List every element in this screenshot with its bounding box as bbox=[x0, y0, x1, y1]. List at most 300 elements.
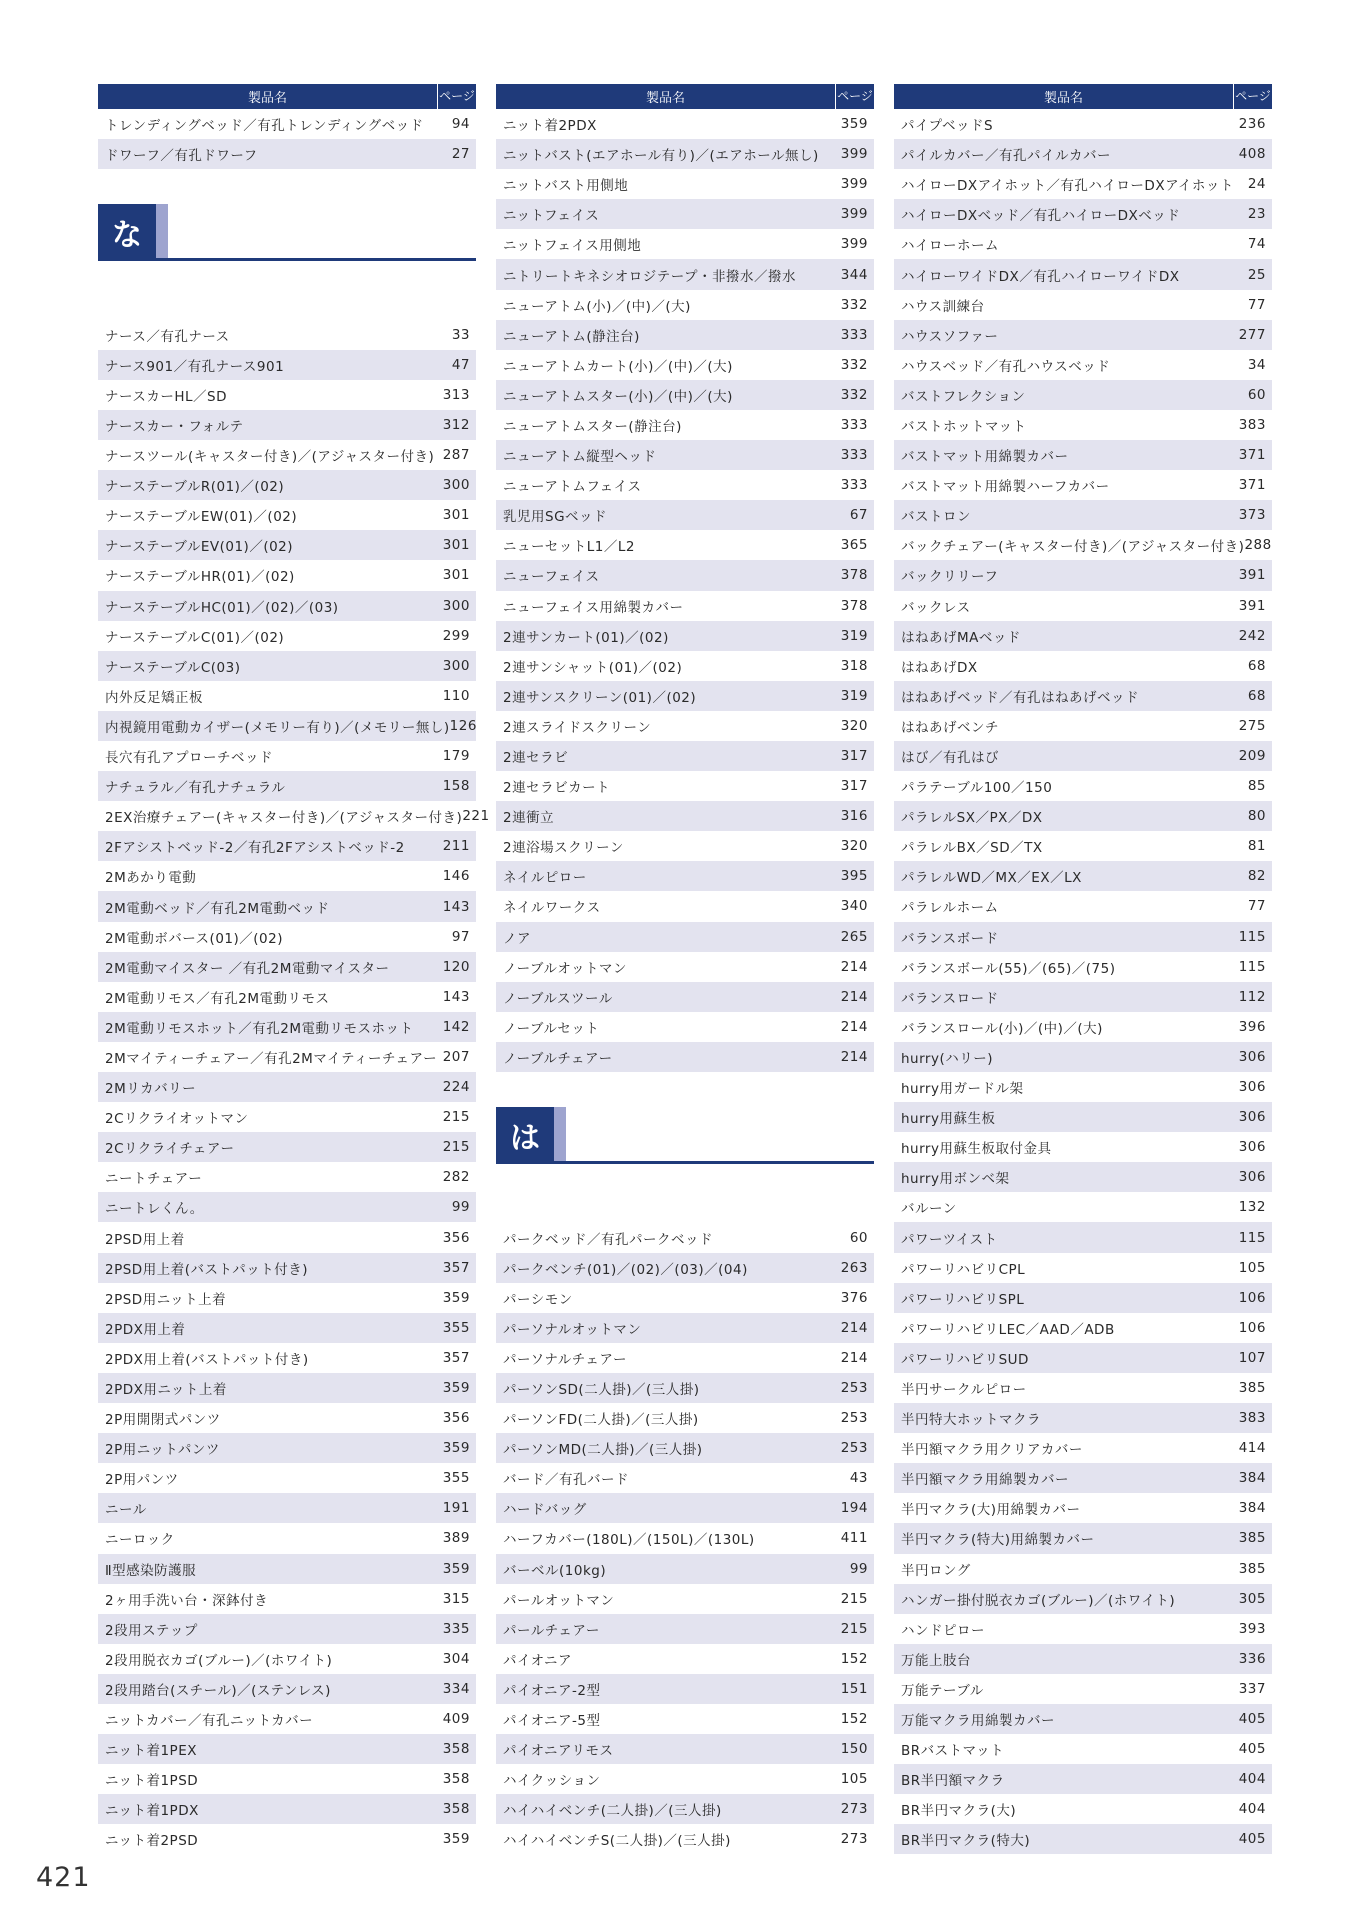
table-row bbox=[894, 1794, 1272, 1824]
table-row bbox=[894, 681, 1272, 711]
product-name: ニューアトムフェイス bbox=[503, 479, 642, 496]
page-ref: 306 bbox=[1238, 1109, 1266, 1126]
product-name: パワーリハビリLEC／AAD／ADB bbox=[901, 1321, 1115, 1338]
page-ref: 214 bbox=[840, 958, 868, 975]
table-row bbox=[894, 410, 1272, 440]
table-row bbox=[894, 1433, 1272, 1463]
product-name: バランスロード bbox=[901, 990, 999, 1007]
table-row bbox=[496, 229, 874, 259]
page-ref: 151 bbox=[840, 1680, 868, 1697]
product-name: ニットカバー／有孔ニットカバー bbox=[105, 1713, 314, 1730]
page-ref: 106 bbox=[1238, 1289, 1266, 1306]
page-ref: 300 bbox=[442, 597, 470, 614]
product-name: ハイローホーム bbox=[901, 238, 999, 255]
product-name: 内視鏡用電動カイザー(メモリー有り)／(メモリー無し) bbox=[105, 719, 450, 736]
product-name: ナーステーブルHC(01)／(02)／(03) bbox=[105, 599, 339, 616]
page-ref: 306 bbox=[1238, 1079, 1266, 1096]
table-row bbox=[496, 1373, 874, 1403]
page-ref: 143 bbox=[442, 988, 470, 1005]
page-ref: 273 bbox=[840, 1801, 868, 1818]
product-name: ニール bbox=[105, 1502, 147, 1519]
page-ref: 365 bbox=[840, 537, 868, 554]
product-name: パラレルSX／PX／DX bbox=[901, 810, 1043, 827]
product-name-header: 製品名 bbox=[645, 91, 685, 106]
product-name: パークベンチ(01)／(02)／(03)／(04) bbox=[503, 1261, 748, 1278]
page-ref: 320 bbox=[840, 838, 868, 855]
product-name: ニットフェイス bbox=[503, 208, 600, 225]
product-name: 2連セラビカート bbox=[503, 780, 611, 797]
page-ref: 371 bbox=[1238, 447, 1266, 464]
product-name: ナーステーブルEW(01)／(02) bbox=[105, 509, 298, 526]
page-ref: 115 bbox=[1238, 928, 1266, 945]
product-name: バックレス bbox=[901, 599, 971, 616]
table-row bbox=[98, 1523, 476, 1553]
page-ref: 316 bbox=[840, 808, 868, 825]
table-row bbox=[496, 1493, 874, 1523]
page-ref: 115 bbox=[1238, 1229, 1266, 1246]
page-ref: 376 bbox=[840, 1289, 868, 1306]
page-ref: 68 bbox=[1247, 657, 1266, 674]
page-ref: 306 bbox=[1238, 1169, 1266, 1186]
table-row bbox=[496, 169, 874, 199]
product-name: BRバストマット bbox=[901, 1743, 1005, 1760]
product-name: 2PDX用上着 bbox=[105, 1321, 186, 1338]
page-ref: 385 bbox=[1238, 1560, 1266, 1577]
product-name: パークベッド／有孔パークベッド bbox=[503, 1231, 713, 1248]
product-name: ハンガー掛付脱衣カゴ(ブルー)／(ホワイト) bbox=[901, 1592, 1176, 1609]
product-name: バーベル(10kg) bbox=[503, 1562, 607, 1579]
page-ref: 373 bbox=[1238, 507, 1266, 524]
page-ref: 47 bbox=[451, 356, 470, 373]
product-name: ナーステーブルEV(01)／(02) bbox=[105, 539, 294, 556]
page-ref: 214 bbox=[840, 1349, 868, 1366]
page-ref: 385 bbox=[1238, 1530, 1266, 1547]
table-row bbox=[894, 801, 1272, 831]
table-row bbox=[894, 651, 1272, 681]
table-row bbox=[496, 1704, 874, 1734]
page-ref: 288 bbox=[1244, 537, 1272, 554]
product-name: パイオニアリモス bbox=[503, 1743, 614, 1760]
table-row bbox=[98, 1192, 476, 1222]
table-row bbox=[894, 380, 1272, 410]
table-row bbox=[98, 741, 476, 771]
page-ref: 306 bbox=[1238, 1048, 1266, 1065]
product-name: ハーフカバー(180L)／(150L)／(130L) bbox=[503, 1532, 755, 1549]
product-name: 万能マクラ用綿製カバー bbox=[901, 1713, 1055, 1730]
page-ref: 399 bbox=[840, 176, 868, 193]
index-column-body bbox=[496, 109, 874, 1854]
product-name: ハイローDXベッド／有孔ハイローDXベッド bbox=[901, 208, 1181, 225]
product-name: バストフレクション bbox=[901, 388, 1026, 405]
table-row bbox=[496, 1433, 874, 1463]
page-ref: 107 bbox=[1238, 1349, 1266, 1366]
table-row bbox=[98, 1614, 476, 1644]
table-row bbox=[496, 1463, 874, 1493]
table-row bbox=[894, 1283, 1272, 1313]
product-name: バストマット用綿製カバー bbox=[901, 449, 1069, 466]
page-ref: 333 bbox=[840, 416, 868, 433]
product-name: Ⅱ型感染防護服 bbox=[105, 1562, 197, 1579]
product-name: ノーブルチェアー bbox=[503, 1050, 613, 1067]
table-row bbox=[98, 410, 476, 440]
index-column-body bbox=[894, 109, 1272, 1854]
page-ref: 115 bbox=[1238, 958, 1266, 975]
table-row bbox=[496, 1343, 874, 1373]
table-row bbox=[894, 1072, 1272, 1102]
page-ref: 312 bbox=[442, 417, 470, 433]
index-column-body bbox=[98, 109, 490, 1854]
table-row bbox=[496, 350, 874, 380]
table-row bbox=[98, 380, 476, 410]
table-row bbox=[496, 440, 874, 470]
table-row bbox=[496, 922, 874, 952]
product-name: はねあげベッド／有孔はねあげベッド bbox=[901, 689, 1139, 706]
product-name: 2連サンカート(01)／(02) bbox=[503, 629, 669, 646]
table-row bbox=[894, 1463, 1272, 1493]
section-heading bbox=[98, 199, 476, 289]
product-name: ニーロック bbox=[105, 1532, 175, 1549]
table-row bbox=[496, 1253, 874, 1283]
page-ref: 378 bbox=[840, 567, 868, 584]
product-name: ニューアトム縦型ヘッド bbox=[503, 449, 657, 466]
page-ref: 253 bbox=[840, 1410, 868, 1427]
page-ref: 333 bbox=[840, 447, 868, 464]
product-name: 2EX治療チェアー(キャスター付き)／(アジャスター付き) bbox=[105, 810, 463, 827]
product-name: ナーステーブルHR(01)／(02) bbox=[105, 569, 295, 586]
page-ref: 132 bbox=[1238, 1199, 1266, 1216]
page-ref: 207 bbox=[442, 1048, 470, 1065]
table-row bbox=[894, 199, 1272, 229]
product-name: 2段用脱衣カゴ(ブルー)／(ホワイト) bbox=[105, 1652, 333, 1669]
product-name: はび／有孔はび bbox=[901, 750, 999, 767]
table-row bbox=[98, 1283, 476, 1313]
product-name: パーソナルオットマン bbox=[503, 1321, 642, 1338]
table-row bbox=[98, 500, 476, 530]
product-name: 乳児用SGベッド bbox=[503, 509, 608, 526]
section-letter-badge: な bbox=[98, 204, 156, 260]
page-ref: 60 bbox=[849, 1229, 868, 1246]
table-row bbox=[496, 500, 874, 530]
table-row bbox=[496, 982, 874, 1012]
page-ref: 43 bbox=[849, 1470, 868, 1487]
product-name: パーソンFD(二人掛)／(三人掛) bbox=[503, 1412, 699, 1429]
page-ref: 404 bbox=[1238, 1771, 1266, 1788]
product-name: ニューアトムスター(静注台) bbox=[503, 418, 682, 435]
table-row bbox=[894, 1132, 1272, 1162]
page-ref: 409 bbox=[442, 1711, 470, 1728]
product-name: トレンディングベッド／有孔トレンディングベッド bbox=[105, 118, 424, 135]
page-ref: 335 bbox=[442, 1620, 470, 1637]
page-ref: 378 bbox=[840, 597, 868, 614]
page-ref: 356 bbox=[442, 1229, 470, 1246]
page-ref: 214 bbox=[840, 1048, 868, 1065]
table-row bbox=[98, 1734, 476, 1764]
table-row bbox=[496, 1614, 874, 1644]
product-name: パイオニア-2型 bbox=[503, 1682, 601, 1699]
page-ref: 214 bbox=[840, 1319, 868, 1336]
page-ref: 384 bbox=[1238, 1500, 1266, 1517]
product-name: ネイルワークス bbox=[503, 900, 601, 917]
table-row bbox=[894, 891, 1272, 921]
table-row bbox=[496, 1644, 874, 1674]
page-ref: 313 bbox=[442, 386, 470, 403]
table-row bbox=[98, 1132, 476, 1162]
page-ref: 80 bbox=[1247, 808, 1266, 825]
table-row bbox=[98, 1222, 476, 1252]
page-ref: 340 bbox=[840, 898, 868, 915]
product-name-header: 製品名 bbox=[247, 91, 287, 106]
page-ref: 265 bbox=[840, 928, 868, 945]
product-name: 2M電動ボバース(01)／(02) bbox=[105, 930, 283, 947]
index-column-3 bbox=[894, 84, 1272, 1854]
page-ref: 221 bbox=[462, 808, 490, 825]
product-name: ニット着2PDX bbox=[503, 118, 597, 135]
table-row bbox=[98, 621, 476, 651]
table-row bbox=[98, 530, 476, 560]
table-row bbox=[894, 1824, 1272, 1854]
product-name: バストホットマット bbox=[901, 418, 1027, 435]
table-row bbox=[894, 952, 1272, 982]
table-row bbox=[894, 1012, 1272, 1042]
table-row bbox=[496, 681, 874, 711]
table-row bbox=[894, 591, 1272, 621]
table-row bbox=[894, 1614, 1272, 1644]
table-row bbox=[894, 922, 1272, 952]
page-ref: 336 bbox=[1238, 1650, 1266, 1667]
product-name: バルーン bbox=[901, 1201, 957, 1218]
product-name: バックチェアー(キャスター付き)／(アジャスター付き) bbox=[901, 539, 1245, 556]
page-ref: 405 bbox=[1238, 1741, 1266, 1758]
product-name: ハイハイベンチS(二人掛)／(三人掛) bbox=[503, 1833, 731, 1850]
page-ref: 371 bbox=[1238, 477, 1266, 494]
page-ref: 68 bbox=[1247, 687, 1266, 704]
page-ref: 33 bbox=[451, 326, 470, 343]
product-name: 2連サンスクリーン(01)／(02) bbox=[503, 689, 697, 706]
product-name: バランスボード bbox=[901, 930, 999, 947]
product-name: ニートチェアー bbox=[105, 1171, 203, 1188]
page-number: 421 bbox=[36, 1862, 91, 1893]
product-name: ネイルピロー bbox=[503, 870, 587, 887]
product-name: バランスロール(小)／(中)／(大) bbox=[901, 1020, 1103, 1037]
table-row bbox=[894, 1403, 1272, 1433]
page-ref: 23 bbox=[1247, 206, 1266, 223]
product-name: 2M電動リモス／有孔2M電動リモス bbox=[105, 990, 330, 1007]
table-row bbox=[894, 1373, 1272, 1403]
product-name: 2連セラビ bbox=[503, 750, 569, 767]
product-name: hurry用蘇生板 bbox=[901, 1111, 996, 1128]
table-row bbox=[894, 1493, 1272, 1523]
page-ref: 332 bbox=[840, 296, 868, 313]
product-name: ナース／有孔ナース bbox=[105, 328, 230, 345]
product-name: バランスボール(55)／(65)／(75) bbox=[901, 960, 1116, 977]
page-ref: 355 bbox=[442, 1319, 470, 1336]
table-row bbox=[98, 1704, 476, 1734]
product-name: パイプベッドS bbox=[901, 118, 994, 135]
product-name: 2M電動マイスター ／有孔2M電動マイスター bbox=[105, 960, 390, 977]
product-name: 半円ロング bbox=[901, 1562, 971, 1579]
product-name: 2PSD用ニット上着 bbox=[105, 1291, 227, 1308]
table-row bbox=[894, 440, 1272, 470]
page-ref: 301 bbox=[442, 537, 470, 554]
product-name: BR半円マクラ(大) bbox=[901, 1803, 1017, 1820]
page-ref: 405 bbox=[1238, 1711, 1266, 1728]
table-row bbox=[894, 1343, 1272, 1373]
product-name: 万能テーブル bbox=[901, 1682, 984, 1699]
page-ref: 105 bbox=[840, 1771, 868, 1788]
page-ref: 242 bbox=[1238, 627, 1266, 644]
page-ref: 404 bbox=[1238, 1801, 1266, 1818]
table-row bbox=[894, 350, 1272, 380]
product-name-header: 製品名 bbox=[1043, 91, 1083, 106]
product-name: ニトリートキネシオロジテープ・非撥水／撥水 bbox=[503, 268, 797, 285]
table-row bbox=[496, 290, 874, 320]
table-row bbox=[496, 621, 874, 651]
table-row bbox=[98, 1403, 476, 1433]
page-header: ページ bbox=[1233, 84, 1272, 109]
table-row bbox=[894, 711, 1272, 741]
product-name: パラレルWD／MX／EX／LX bbox=[901, 870, 1082, 887]
table-row bbox=[98, 1042, 476, 1072]
page-ref: 106 bbox=[1238, 1319, 1266, 1336]
page-ref: 263 bbox=[840, 1259, 868, 1276]
table-row bbox=[98, 1162, 476, 1192]
section-rule bbox=[98, 258, 476, 261]
table-row bbox=[98, 560, 476, 590]
page-ref: 67 bbox=[849, 507, 868, 524]
product-name: 半円マクラ(大)用綿製カバー bbox=[901, 1502, 1081, 1519]
table-row bbox=[894, 470, 1272, 500]
product-name: バックリリーフ bbox=[901, 569, 999, 586]
page-ref: 408 bbox=[1238, 146, 1266, 163]
product-name: 2PDX用ニット上着 bbox=[105, 1382, 227, 1398]
table-row bbox=[496, 1313, 874, 1343]
product-name: パラレルホーム bbox=[901, 900, 999, 917]
table-row bbox=[496, 891, 874, 921]
product-name: ニットバスト用側地 bbox=[503, 178, 629, 195]
page-ref: 142 bbox=[442, 1018, 470, 1035]
page-ref: 74 bbox=[1247, 236, 1266, 253]
table-row bbox=[496, 1523, 874, 1553]
product-name: ニューアトム(静注台) bbox=[503, 328, 640, 345]
page-ref: 215 bbox=[442, 1139, 470, 1156]
spacer bbox=[98, 169, 476, 199]
product-name: hurry用ガードル架 bbox=[901, 1081, 1024, 1098]
table-row bbox=[894, 1253, 1272, 1283]
product-name: ナース901／有孔ナース901 bbox=[105, 358, 285, 375]
page-ref: 214 bbox=[840, 988, 868, 1005]
table-row bbox=[894, 320, 1272, 350]
page-ref: 317 bbox=[840, 748, 868, 765]
product-name: 2Mマイティーチェアー／有孔2Mマイティーチェアー bbox=[105, 1050, 438, 1067]
table-row bbox=[98, 891, 476, 921]
product-name: hurry用蘇生板取付金具 bbox=[901, 1141, 1052, 1158]
product-name: ノーブルオットマン bbox=[503, 960, 627, 977]
page-ref: 300 bbox=[442, 657, 470, 674]
page-ref: 357 bbox=[442, 1349, 470, 1366]
product-name: バストマット用綿製ハーフカバー bbox=[901, 479, 1110, 496]
product-name: 2段用ステップ bbox=[105, 1622, 198, 1639]
product-name: 2Cリクライチェアー bbox=[105, 1141, 235, 1158]
product-name: ニートレくん。 bbox=[105, 1201, 204, 1218]
spacer bbox=[98, 290, 476, 320]
page-ref: 99 bbox=[451, 1199, 470, 1216]
table-row bbox=[496, 1794, 874, 1824]
page-ref: 357 bbox=[442, 1259, 470, 1276]
product-name: ハイローワイドDX／有孔ハイローワイドDX bbox=[901, 268, 1180, 285]
page-ref: 395 bbox=[840, 868, 868, 885]
product-name: 内外反足矯正板 bbox=[105, 689, 203, 706]
table-row bbox=[496, 470, 874, 500]
table-row bbox=[98, 440, 476, 470]
table-row bbox=[894, 1644, 1272, 1674]
product-name: ハードバッグ bbox=[503, 1502, 587, 1519]
page-ref: 60 bbox=[1247, 386, 1266, 403]
table-row bbox=[496, 861, 874, 891]
product-name: ニットフェイス用側地 bbox=[503, 238, 642, 255]
table-row bbox=[496, 591, 874, 621]
page-ref: 334 bbox=[442, 1680, 470, 1697]
product-name: パワーリハビリSUD bbox=[901, 1351, 1029, 1368]
table-row bbox=[894, 229, 1272, 259]
product-name: 2連スライドスクリーン bbox=[503, 719, 652, 736]
product-name: 半円額マクラ用クリアカバー bbox=[901, 1442, 1083, 1459]
page-ref: 34 bbox=[1247, 356, 1266, 373]
page-ref: 299 bbox=[442, 627, 470, 644]
table-row bbox=[496, 771, 874, 801]
table-row bbox=[894, 290, 1272, 320]
table-row bbox=[894, 1042, 1272, 1072]
product-name: パイオニア-5型 bbox=[503, 1713, 601, 1730]
page-ref: 399 bbox=[840, 146, 868, 163]
product-name: パーソンMD(二人掛)／(三人掛) bbox=[503, 1442, 703, 1459]
product-name: ナーステーブルC(03) bbox=[105, 659, 241, 676]
table-row bbox=[98, 1764, 476, 1794]
page-ref: 179 bbox=[442, 748, 470, 765]
product-name: パイルカバー／有孔パイルカバー bbox=[901, 148, 1111, 165]
table-row bbox=[894, 831, 1272, 861]
section-rule bbox=[496, 1161, 874, 1164]
page-ref: 82 bbox=[1247, 868, 1266, 885]
table-row bbox=[496, 109, 874, 139]
page-ref: 25 bbox=[1247, 266, 1266, 283]
product-name: ニット着1PDX bbox=[105, 1803, 199, 1820]
table-row bbox=[98, 1253, 476, 1283]
table-row bbox=[894, 1102, 1272, 1132]
table-row bbox=[894, 169, 1272, 199]
page-ref: 214 bbox=[840, 1018, 868, 1035]
page-ref: 152 bbox=[840, 1650, 868, 1667]
page-ref: 97 bbox=[451, 928, 470, 945]
table-row bbox=[496, 380, 874, 410]
page-ref: 320 bbox=[840, 717, 868, 734]
product-name: ナースツール(キャスター付き)／(アジャスター付き) bbox=[105, 449, 435, 466]
table-row bbox=[894, 741, 1272, 771]
page-ref: 305 bbox=[1238, 1590, 1266, 1607]
product-name: ナースカー・フォルテ bbox=[105, 419, 244, 435]
product-name: 2PSD用上着(バストパット付き) bbox=[105, 1261, 308, 1278]
product-name: バード／有孔バード bbox=[503, 1472, 629, 1489]
product-name: ハウスソファー bbox=[901, 328, 999, 345]
table-row bbox=[98, 470, 476, 500]
table-row bbox=[496, 560, 874, 590]
page-ref: 411 bbox=[840, 1530, 868, 1547]
page-ref: 344 bbox=[840, 266, 868, 283]
product-name: ニューフェイス用綿製カバー bbox=[503, 599, 684, 616]
table-row bbox=[496, 199, 874, 229]
table-row bbox=[496, 139, 874, 169]
product-name: パワーツイスト bbox=[901, 1231, 998, 1248]
product-name: ノーブルセット bbox=[503, 1020, 600, 1037]
